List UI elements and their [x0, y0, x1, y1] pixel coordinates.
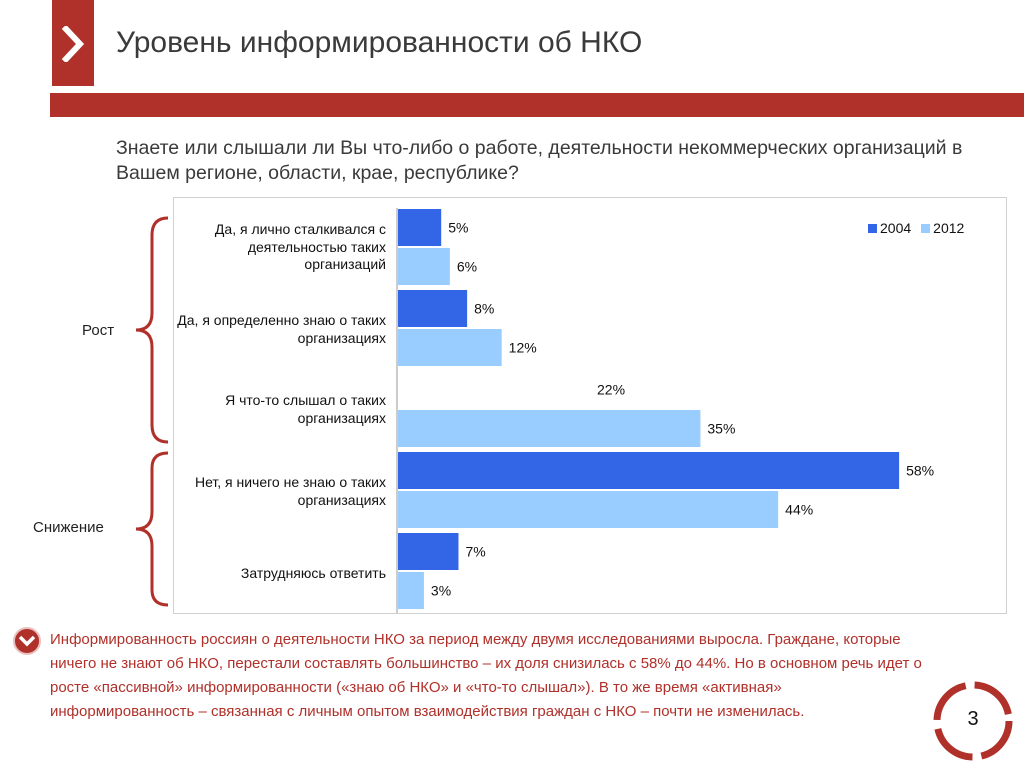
- bar-2012-3: [398, 491, 778, 528]
- legend-item-2004: [868, 220, 911, 236]
- bar-2004-0: [398, 209, 441, 246]
- data-label: 6%: [456, 258, 478, 275]
- data-label: 5%: [448, 219, 469, 236]
- data-label: 22%: [597, 381, 626, 398]
- chevron-down-circle-icon: [12, 626, 42, 656]
- bar-2012-4: [398, 572, 424, 609]
- bar-2012-1: [398, 329, 502, 366]
- page-title: Уровень информированности об НКО: [116, 26, 643, 59]
- legend-label: 2004: [880, 220, 912, 236]
- bar-2004-3: [398, 452, 899, 489]
- decline-label: Снижение: [33, 519, 104, 536]
- category-label: Я что-то слышал о таких организациях: [225, 392, 386, 426]
- data-label: 58%: [906, 462, 935, 479]
- page-number-badge: [930, 678, 1016, 764]
- category-label: Да, я определенно знаю о таких организациях: [177, 312, 386, 346]
- bar-2012-2: [398, 410, 700, 447]
- legend-swatch: [921, 224, 930, 233]
- bar-2004-1: [398, 290, 467, 327]
- category-label: Да, я лично сталкивался с деятельностью таких организаций: [214, 221, 386, 272]
- bar-2004-4: [398, 533, 458, 570]
- data-label: 12%: [508, 339, 537, 356]
- data-label: 44%: [785, 501, 814, 518]
- category-label: Затрудняюсь ответить: [240, 565, 386, 581]
- growth-label: Рост: [82, 322, 115, 339]
- data-label: 7%: [465, 543, 486, 560]
- legend-swatch: [868, 224, 877, 233]
- survey-question: Знаете или слышали ли Вы что-либо о работе, деятельности некоммерческих организаций в Вашем регионе, области, крае, республике?: [116, 137, 963, 184]
- chart-legend: [868, 220, 964, 236]
- bar-2012-0: [398, 248, 450, 285]
- data-label: 8%: [474, 300, 495, 317]
- category-label: Нет, я ничего не знаю о таких организациях: [194, 474, 386, 508]
- data-label: 35%: [707, 420, 736, 437]
- legend-label: 2012: [933, 220, 965, 236]
- summary-text: Информированность россиян о деятельности НКО за период между двумя исследованиями выросла. Граждане, которые ничего не знают об НКО, перестали составлять большинство – их доля снизилась с 58% до 44%. Но в основном речь идет о росте «пассивной» информированности («знаю об НКО» и «что-то слышал»). В то же время «активная» информированность – связанная с личным опытом взаимодействия граждан с НКО – почти не изменилась.: [50, 631, 922, 720]
- legend-item-2012: [921, 220, 964, 236]
- data-label: 3%: [430, 582, 452, 599]
- page-number: 3: [967, 708, 979, 730]
